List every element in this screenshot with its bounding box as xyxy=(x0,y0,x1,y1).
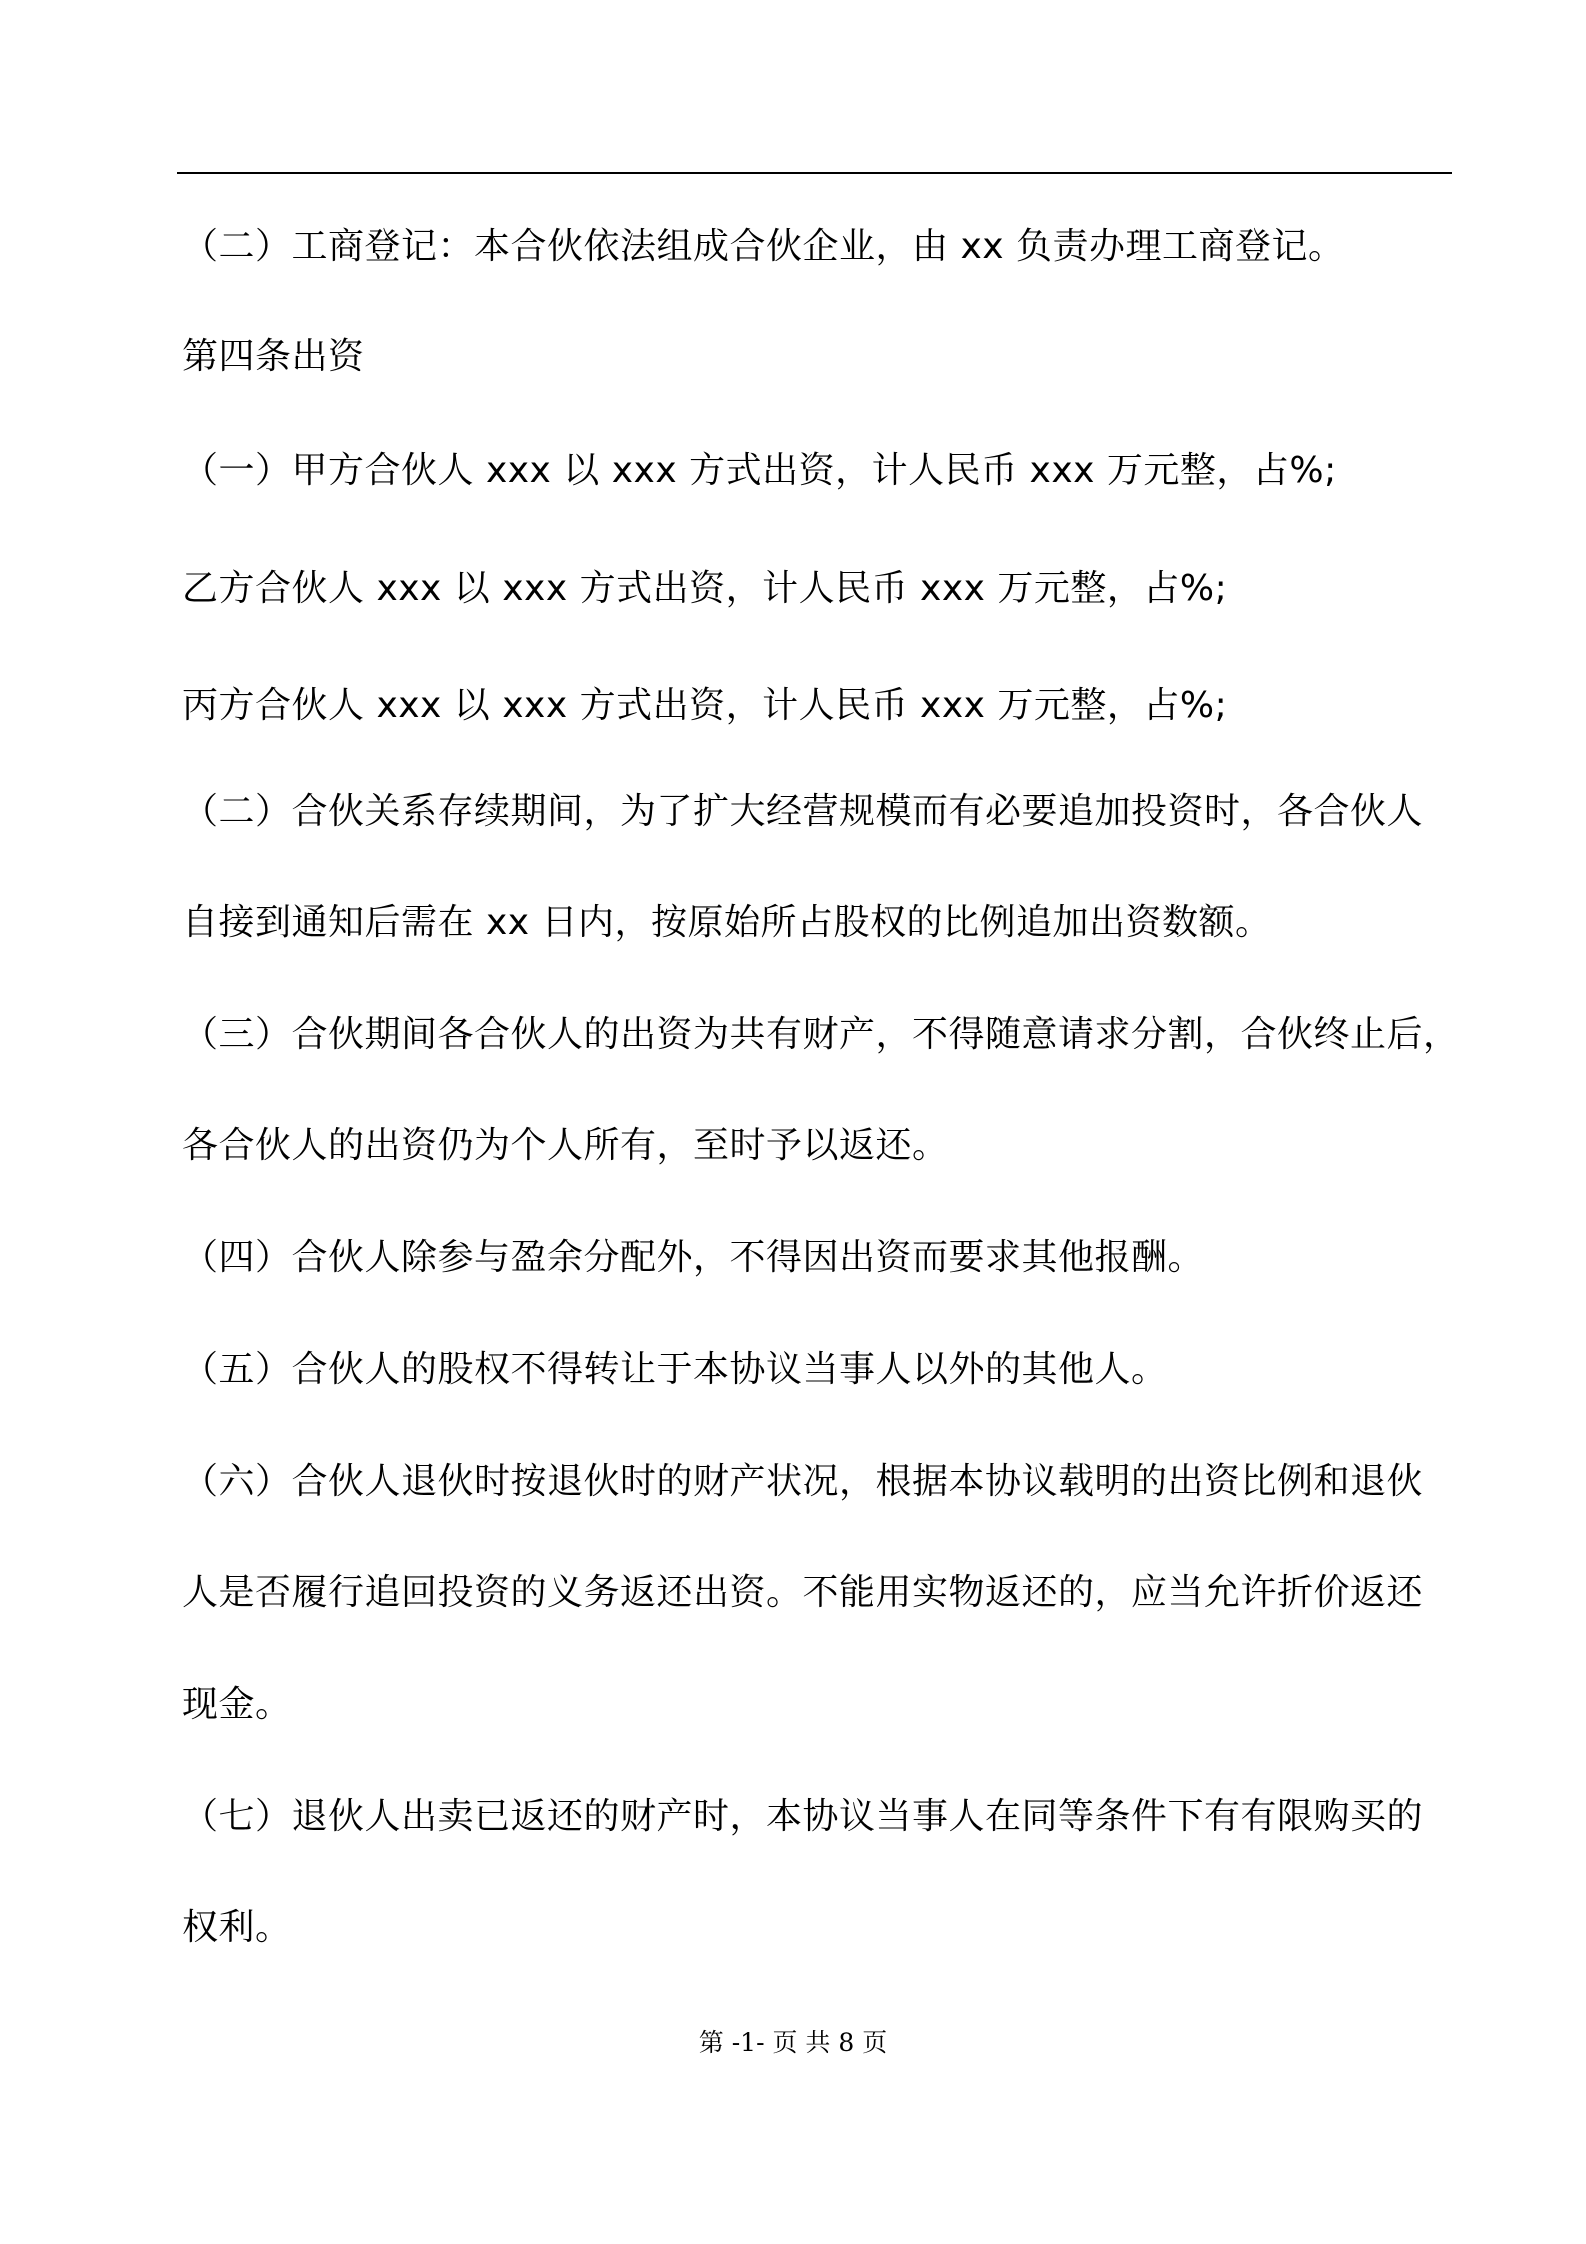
clause-4-6-line-3: 现金。 xyxy=(182,1684,292,1725)
clause-3-2-business-registration: （二）工商登记：本合伙依法组成合伙企业，由 xx 负责办理工商登记。 xyxy=(182,226,1345,267)
article-4-heading: 第四条出资 xyxy=(182,336,365,377)
clause-4-4: （四）合伙人除参与盈余分配外，不得因出资而要求其他报酬。 xyxy=(182,1237,1205,1278)
clause-4-1-party-b: 乙方合伙人 xxx 以 xxx 方式出资，计人民币 xxx 万元整，占%; xyxy=(182,568,1228,609)
clause-4-2-line-2: 自接到通知后需在 xx 日内，按原始所占股权的比例追加出资数额。 xyxy=(182,902,1272,943)
header-rule xyxy=(177,172,1452,174)
clause-4-6-line-1: （六）合伙人退伙时按退伙时的财产状况，根据本协议载明的出资比例和退伙 xyxy=(182,1461,1424,1502)
page-number-footer: 第 -1- 页 共 8 页 xyxy=(698,2028,888,2057)
clause-4-7-line-2: 权利。 xyxy=(182,1907,292,1948)
clause-4-5: （五）合伙人的股权不得转让于本协议当事人以外的其他人。 xyxy=(182,1349,1168,1390)
clause-4-1-party-a: （一）甲方合伙人 xxx 以 xxx 方式出资，计人民币 xxx 万元整，占%; xyxy=(182,450,1337,491)
clause-4-3-line-1: （三）合伙期间各合伙人的出资为共有财产，不得随意请求分割，合伙终止后， xyxy=(182,1014,1460,1055)
clause-4-6-line-2: 人是否履行追回投资的义务返还出资。不能用实物返还的，应当允许折价返还 xyxy=(182,1572,1424,1613)
clause-4-1-party-c: 丙方合伙人 xxx 以 xxx 方式出资，计人民币 xxx 万元整，占%; xyxy=(182,685,1228,726)
clause-4-2-line-1: （二）合伙关系存续期间，为了扩大经营规模而有必要追加投资时，各合伙人 xyxy=(182,791,1424,832)
clause-4-3-line-2: 各合伙人的出资仍为个人所有，至时予以返还。 xyxy=(182,1125,949,1166)
clause-4-7-line-1: （七）退伙人出卖已返还的财产时，本协议当事人在同等条件下有有限购买的 xyxy=(182,1796,1424,1837)
